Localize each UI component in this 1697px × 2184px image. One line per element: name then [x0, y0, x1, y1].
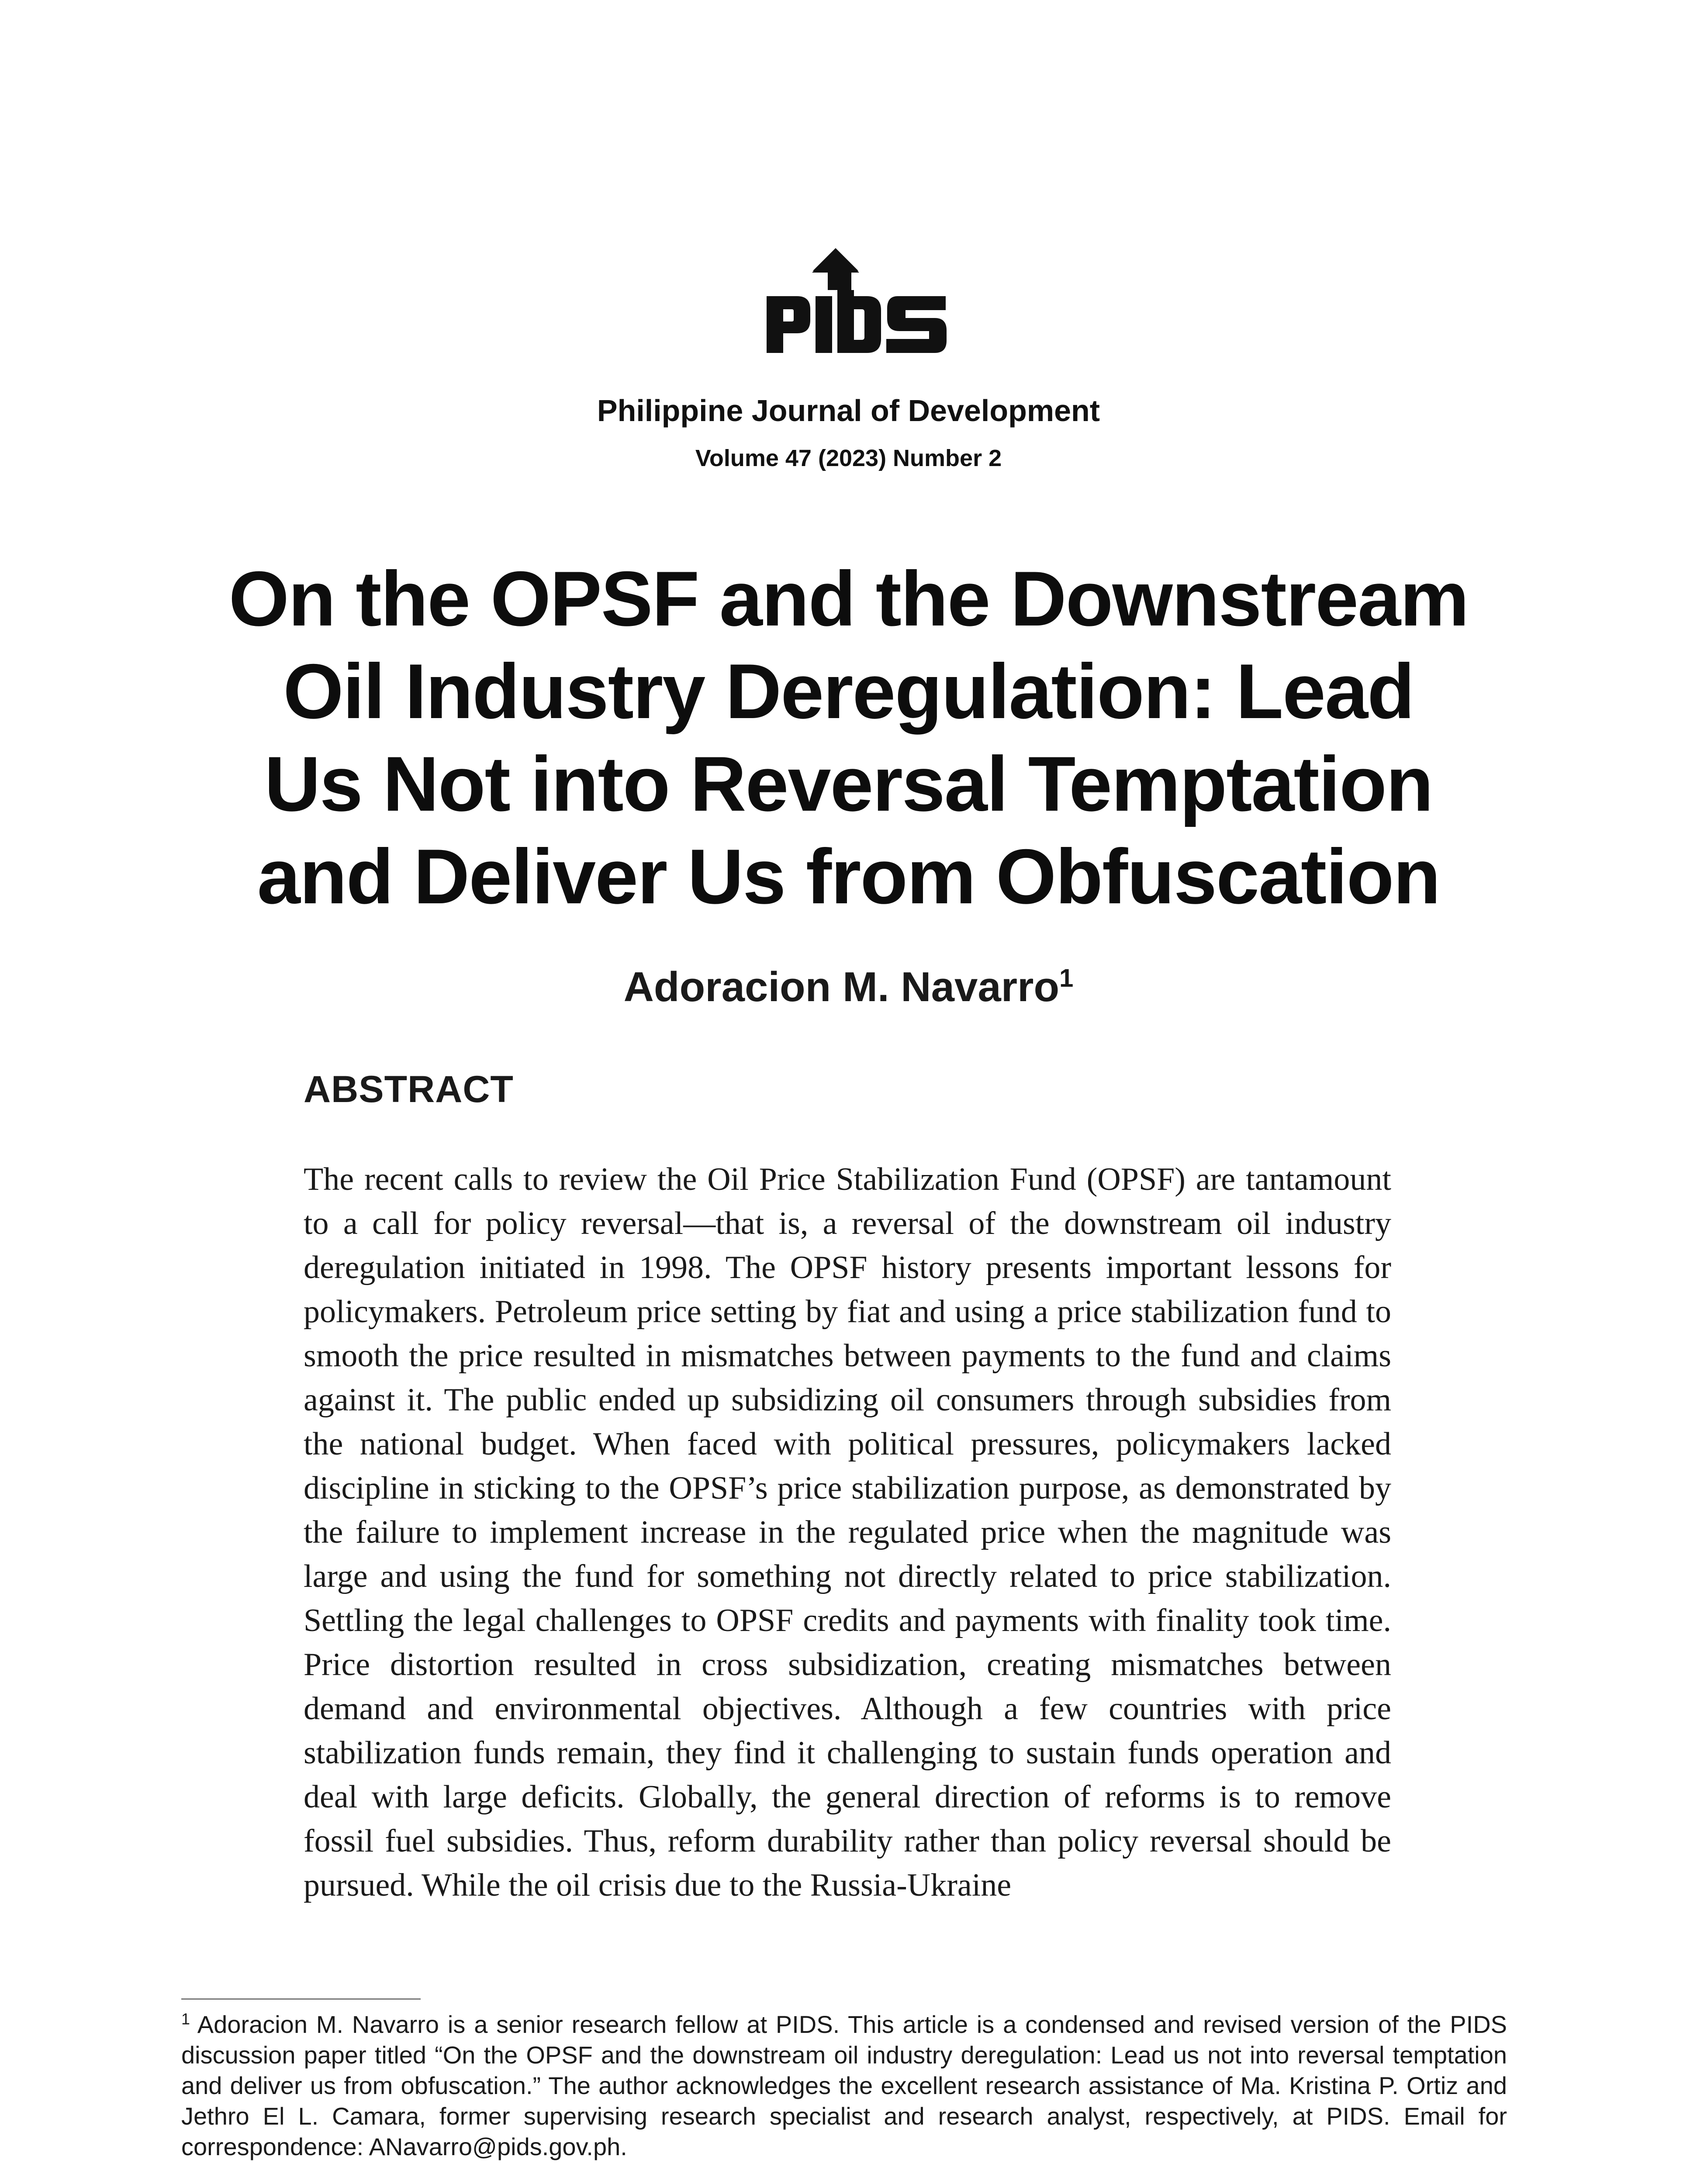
- title-line: Us Not into Reversal Temptation: [264, 740, 1433, 827]
- pids-logo: [767, 248, 950, 357]
- abstract-heading: ABSTRACT: [304, 1068, 514, 1110]
- journal-issue: Volume 47 (2023) Number 2: [695, 445, 1002, 471]
- pids-logo-mark: [767, 248, 950, 357]
- logo-arrow-head: [812, 249, 859, 273]
- title-line: Oil Industry Deregulation: Lead: [283, 648, 1414, 735]
- footnote-marker: 1: [181, 2010, 190, 2028]
- logo-arrow-stem: [828, 273, 843, 290]
- author-name: Adoracion M. Navarro: [623, 964, 1060, 1010]
- title-line: On the OPSF and the Downstream: [228, 555, 1469, 642]
- logo-letter-s: [886, 296, 947, 353]
- title-line: and Deliver Us from Obfuscation: [257, 833, 1440, 920]
- article-title: [183, 553, 1514, 923]
- footnote-text: Adoracion M. Navarro is a senior research fellow at PIDS. This article is a condensed and revised version of the PIDS discussion paper titled “On the OPSF and the downstream oil industry deregulation: Lead us not into reversal temptation and deliver us from obfuscation.” The author acknowledges the excellent research assistance of Ma. Kristina P. Ortiz and Jethro El L. Camara, former supervising research specialist and research analyst, respectively, at PIDS. Email for correspondence: ANavarro@pids.gov.ph.: [181, 2011, 1507, 2160]
- logo-letter-p: [767, 296, 810, 353]
- author-footnote-marker[interactable]: 1: [1059, 964, 1074, 992]
- logo-letter-d: [837, 290, 881, 353]
- abstract-body: The recent calls to review the Oil Price Stabilization Fund (OPSF) are tantamount to a call for policy reversal—that is, a reversal of the downstream oil industry deregulation initiated in 1998. The OPSF history presents important lessons for policymakers. Petroleum price setting by fiat and using a price stabilization fund to smooth the price resulted in mismatches between payments to the fund and claims against it. The public ended up subsidizing oil consumers through subsidies from the national budget. When faced with political pressures, policymakers lacked discipline in sticking to the OPSF’s price stabilization purpose, as demonstrated by the failure to implement increase in the regulated price when the magnitude was large and using the fund for something not directly related to price stabilization. Settling the legal challenges to OPSF credits and payments with finality took time. Price distortion resulted in cross subsidization, creating mismatches between demand and environmental objectives. Although a few countries with price stabilization funds remain, they find it challenging to sustain funds operation and deal with large deficits. Globally, the general direction of reforms is to remove fossil fuel subsidies. Thus, reform durability rather than policy reversal should be pursued. While the oil crisis due to the Russia-Ukraine: [304, 1161, 1391, 1903]
- footnote: [181, 2009, 1507, 2162]
- footnote-divider: [181, 1998, 421, 2000]
- journal-name: Philippine Journal of Development: [597, 394, 1100, 428]
- logo-letter-i: [816, 296, 832, 353]
- author-byline: [0, 963, 1697, 1011]
